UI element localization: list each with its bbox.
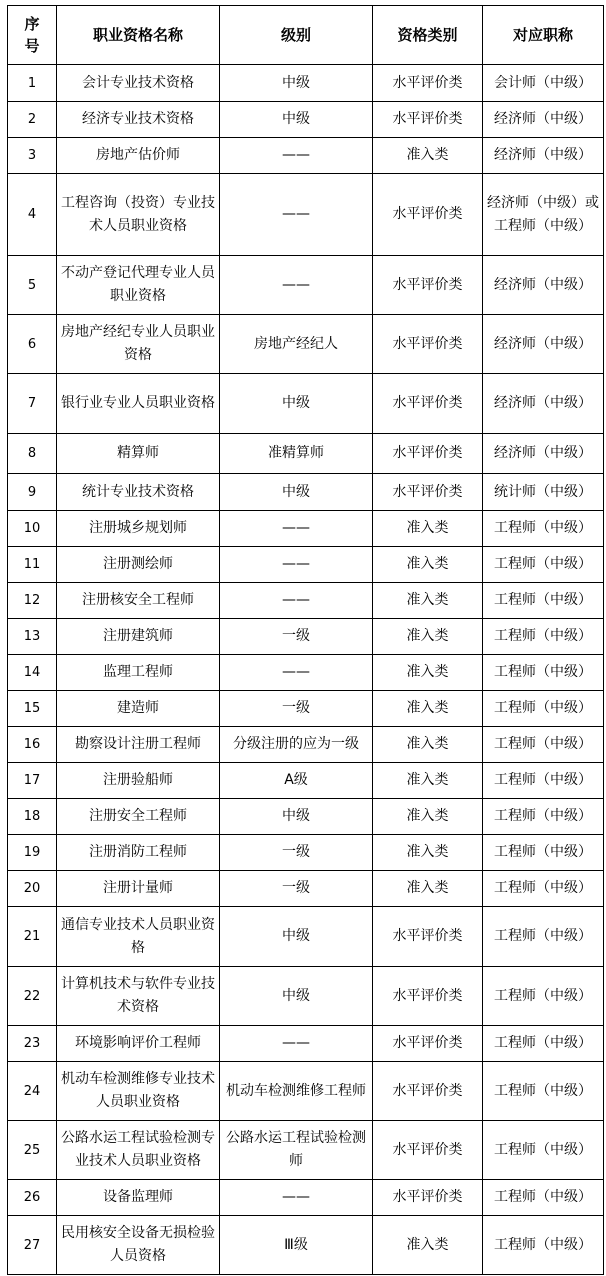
cell-category: 水平评价类 <box>373 65 483 102</box>
cell-name: 环境影响评价工程师 <box>57 1026 220 1062</box>
cell-title: 工程师（中级） <box>483 1062 604 1121</box>
cell-index: 18 <box>8 799 57 835</box>
cell-level: 一级 <box>220 871 373 907</box>
cell-title: 工程师（中级） <box>483 691 604 727</box>
cell-index: 24 <box>8 1062 57 1121</box>
cell-level: —— <box>220 1026 373 1062</box>
table-row <box>8 138 604 174</box>
cell-name: 公路水运工程试验检测专业技术人员职业资格 <box>57 1121 220 1180</box>
cell-index: 2 <box>8 102 57 138</box>
header-row <box>8 6 604 65</box>
header-index: 序号 <box>8 6 57 65</box>
cell-name: 统计专业技术资格 <box>57 474 220 511</box>
cell-category: 水平评价类 <box>373 1026 483 1062</box>
cell-name: 会计专业技术资格 <box>57 65 220 102</box>
cell-index: 14 <box>8 655 57 691</box>
cell-category: 准入类 <box>373 547 483 583</box>
cell-name: 工程咨询（投资）专业技术人员职业资格 <box>57 174 220 256</box>
cell-name: 民用核安全设备无损检验人员资格 <box>57 1216 220 1275</box>
cell-name: 注册安全工程师 <box>57 799 220 835</box>
cell-title: 工程师（中级） <box>483 799 604 835</box>
cell-title: 工程师（中级） <box>483 511 604 547</box>
cell-index: 5 <box>8 256 57 315</box>
table-row <box>8 835 604 871</box>
cell-category: 准入类 <box>373 619 483 655</box>
table-row <box>8 619 604 655</box>
table-row <box>8 474 604 511</box>
table-row <box>8 65 604 102</box>
cell-level: 中级 <box>220 799 373 835</box>
cell-title: 工程师（中级） <box>483 871 604 907</box>
cell-title: 工程师（中级） <box>483 763 604 799</box>
header-level: 级别 <box>220 6 373 65</box>
cell-level: 中级 <box>220 374 373 434</box>
cell-title: 工程师（中级） <box>483 1026 604 1062</box>
cell-level: Ⅲ级 <box>220 1216 373 1275</box>
cell-name: 通信专业技术人员职业资格 <box>57 907 220 967</box>
cell-title: 经济师（中级） <box>483 102 604 138</box>
cell-index: 19 <box>8 835 57 871</box>
table-row <box>8 434 604 474</box>
cell-category: 准入类 <box>373 691 483 727</box>
table-row <box>8 871 604 907</box>
cell-level: —— <box>220 547 373 583</box>
cell-category: 水平评价类 <box>373 174 483 256</box>
cell-category: 水平评价类 <box>373 474 483 511</box>
cell-index: 16 <box>8 727 57 763</box>
cell-level: 中级 <box>220 907 373 967</box>
cell-title: 工程师（中级） <box>483 1180 604 1216</box>
cell-level: 分级注册的应为一级 <box>220 727 373 763</box>
table-row <box>8 511 604 547</box>
cell-level: —— <box>220 511 373 547</box>
cell-index: 25 <box>8 1121 57 1180</box>
cell-title: 工程师（中级） <box>483 835 604 871</box>
cell-category: 准入类 <box>373 1216 483 1275</box>
cell-level: 中级 <box>220 102 373 138</box>
cell-name: 勘察设计注册工程师 <box>57 727 220 763</box>
cell-index: 27 <box>8 1216 57 1275</box>
cell-name: 计算机技术与软件专业技术资格 <box>57 967 220 1026</box>
cell-category: 水平评价类 <box>373 967 483 1026</box>
table-row <box>8 1216 604 1275</box>
cell-index: 6 <box>8 315 57 374</box>
cell-name: 房地产经纪专业人员职业资格 <box>57 315 220 374</box>
cell-index: 15 <box>8 691 57 727</box>
cell-category: 水平评价类 <box>373 1062 483 1121</box>
cell-category: 准入类 <box>373 799 483 835</box>
cell-level: 房地产经纪人 <box>220 315 373 374</box>
cell-index: 23 <box>8 1026 57 1062</box>
cell-title: 工程师（中级） <box>483 1216 604 1275</box>
table-row <box>8 102 604 138</box>
table-row <box>8 174 604 256</box>
cell-index: 21 <box>8 907 57 967</box>
qualification-table <box>7 5 604 1275</box>
cell-category: 准入类 <box>373 727 483 763</box>
cell-title: 经济师（中级）或工程师（中级） <box>483 174 604 256</box>
cell-category: 水平评价类 <box>373 102 483 138</box>
table-row <box>8 1026 604 1062</box>
cell-level: 中级 <box>220 474 373 511</box>
cell-title: 工程师（中级） <box>483 547 604 583</box>
cell-category: 水平评价类 <box>373 374 483 434</box>
cell-index: 3 <box>8 138 57 174</box>
cell-name: 注册城乡规划师 <box>57 511 220 547</box>
cell-index: 8 <box>8 434 57 474</box>
cell-index: 26 <box>8 1180 57 1216</box>
cell-category: 水平评价类 <box>373 907 483 967</box>
cell-name: 机动车检测维修专业技术人员职业资格 <box>57 1062 220 1121</box>
table-row <box>8 763 604 799</box>
cell-title: 工程师（中级） <box>483 619 604 655</box>
cell-index: 1 <box>8 65 57 102</box>
cell-category: 准入类 <box>373 871 483 907</box>
cell-name: 注册建筑师 <box>57 619 220 655</box>
cell-name: 注册测绘师 <box>57 547 220 583</box>
cell-index: 7 <box>8 374 57 434</box>
cell-index: 12 <box>8 583 57 619</box>
table-row <box>8 907 604 967</box>
cell-level: —— <box>220 174 373 256</box>
cell-category: 准入类 <box>373 138 483 174</box>
cell-category: 水平评价类 <box>373 1180 483 1216</box>
cell-title: 工程师（中级） <box>483 967 604 1026</box>
cell-name: 注册核安全工程师 <box>57 583 220 619</box>
table-row <box>8 315 604 374</box>
cell-name: 银行业专业人员职业资格 <box>57 374 220 434</box>
table-row <box>8 583 604 619</box>
table-row <box>8 691 604 727</box>
cell-category: 水平评价类 <box>373 1121 483 1180</box>
cell-category: 准入类 <box>373 763 483 799</box>
table-row <box>8 1180 604 1216</box>
cell-title: 工程师（中级） <box>483 583 604 619</box>
cell-index: 20 <box>8 871 57 907</box>
cell-name: 注册消防工程师 <box>57 835 220 871</box>
table-row <box>8 967 604 1026</box>
cell-index: 17 <box>8 763 57 799</box>
cell-title: 经济师（中级） <box>483 434 604 474</box>
cell-level: 准精算师 <box>220 434 373 474</box>
table-row <box>8 799 604 835</box>
cell-category: 准入类 <box>373 511 483 547</box>
cell-category: 准入类 <box>373 583 483 619</box>
cell-level: —— <box>220 1180 373 1216</box>
cell-title: 经济师（中级） <box>483 138 604 174</box>
cell-category: 水平评价类 <box>373 315 483 374</box>
cell-level: 中级 <box>220 967 373 1026</box>
cell-index: 4 <box>8 174 57 256</box>
table-row <box>8 655 604 691</box>
cell-category: 水平评价类 <box>373 434 483 474</box>
cell-name: 建造师 <box>57 691 220 727</box>
cell-level: 一级 <box>220 835 373 871</box>
cell-name: 设备监理师 <box>57 1180 220 1216</box>
table-row <box>8 374 604 434</box>
cell-index: 10 <box>8 511 57 547</box>
cell-level: A级 <box>220 763 373 799</box>
cell-level: 一级 <box>220 619 373 655</box>
cell-level: —— <box>220 138 373 174</box>
table-row <box>8 727 604 763</box>
cell-level: 中级 <box>220 65 373 102</box>
table-row <box>8 547 604 583</box>
cell-name: 精算师 <box>57 434 220 474</box>
table-row <box>8 1062 604 1121</box>
cell-level: —— <box>220 583 373 619</box>
header-category: 资格类别 <box>373 6 483 65</box>
header-name: 职业资格名称 <box>57 6 220 65</box>
cell-name: 经济专业技术资格 <box>57 102 220 138</box>
cell-title: 工程师（中级） <box>483 727 604 763</box>
cell-level: 一级 <box>220 691 373 727</box>
cell-level: —— <box>220 256 373 315</box>
cell-index: 22 <box>8 967 57 1026</box>
cell-index: 13 <box>8 619 57 655</box>
cell-level: 公路水运工程试验检测师 <box>220 1121 373 1180</box>
cell-category: 准入类 <box>373 655 483 691</box>
cell-category: 水平评价类 <box>373 256 483 315</box>
header-title: 对应职称 <box>483 6 604 65</box>
cell-title: 工程师（中级） <box>483 907 604 967</box>
cell-index: 11 <box>8 547 57 583</box>
cell-index: 9 <box>8 474 57 511</box>
cell-name: 房地产估价师 <box>57 138 220 174</box>
cell-title: 工程师（中级） <box>483 1121 604 1180</box>
table-row <box>8 1121 604 1180</box>
cell-name: 注册验船师 <box>57 763 220 799</box>
cell-level: —— <box>220 655 373 691</box>
cell-level: 机动车检测维修工程师 <box>220 1062 373 1121</box>
cell-name: 不动产登记代理专业人员职业资格 <box>57 256 220 315</box>
cell-title: 经济师（中级） <box>483 256 604 315</box>
cell-title: 经济师（中级） <box>483 315 604 374</box>
cell-name: 监理工程师 <box>57 655 220 691</box>
cell-title: 会计师（中级） <box>483 65 604 102</box>
cell-title: 工程师（中级） <box>483 655 604 691</box>
cell-title: 统计师（中级） <box>483 474 604 511</box>
cell-title: 经济师（中级） <box>483 374 604 434</box>
cell-name: 注册计量师 <box>57 871 220 907</box>
cell-category: 准入类 <box>373 835 483 871</box>
table-row <box>8 256 604 315</box>
